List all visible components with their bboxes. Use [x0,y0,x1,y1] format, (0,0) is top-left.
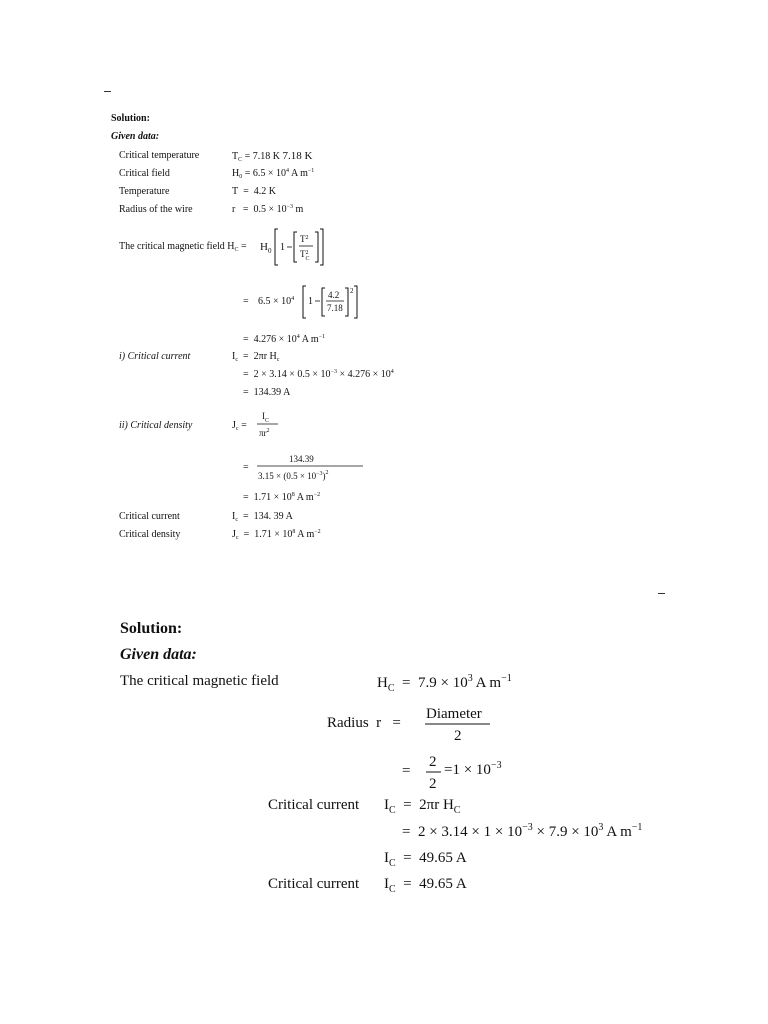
label-critical-temperature: Critical temperature [119,150,200,161]
summary-label-current: Critical current [119,511,180,522]
svg-text:T2: $T^2$ [300,234,309,244]
value-critical-temperature: $T_C = 7.18$ K 7.18 K [232,150,313,163]
summary-value-current: $I_c = 134$. 39 A [232,511,293,523]
formula-hc-substitution [256,283,366,321]
jc-value: = $1.71 \times 10^8$ A $m^{-2}$ [243,492,321,503]
svg-text:3.15 × (0.5 × 10−3)2: $3.15 \times (0.5 \times 10^{-3})^2$ [258,470,329,481]
radius-value-fraction [425,748,445,792]
label-radius-2: Radius r = [327,715,401,731]
formula-hc-general [258,226,328,268]
svg-text:6.5 × 104: $6.5 \times 10^4$ [258,296,295,307]
svg-text:Diameter: Diameter [426,706,482,722]
value-critical-field: $H_0 = 6.5 \times 10^4$ A $m^{-1}$ [232,168,315,180]
label-critical-current-final: Critical current [268,876,360,892]
radius-value: $=1 \times 10^{-3}$ [444,760,502,778]
svg-text:7.18: 7.18 [327,303,343,313]
label-temperature: Temperature [119,186,170,197]
ic-formula-2: $I_C = 2\pi r$ $H_C$ [384,797,461,816]
value-temperature: T = 4.2 K [232,186,276,197]
value-critical-magnetic-field: $H_C = 7.9 \times 10^3$ A $m^{-1}$ [377,673,512,694]
given-data-heading-2: Given data: [120,646,197,663]
label-critical-current-2: Critical current [268,797,360,813]
svg-text:2: 2 [350,287,354,295]
jc-formula-fraction [256,408,286,440]
ic-formula: $I_c = 2\pi r$ $H_c$ [232,351,280,363]
label-critical-field: Critical field [119,168,170,179]
value-radius: r = $0.5 \times 10^{-3}$ m [232,204,304,215]
stray-mark-top [104,91,111,92]
ic-value-2: $I_C = 49.65$ A [384,850,467,869]
label-radius: Radius of the wire [119,204,193,215]
summary-value-density: $J_c = 1.71 \times 10^8$ A $m^{-2}$ [232,529,321,541]
jc-substitution-fraction [256,450,371,484]
eq-jc-substitution: = [243,462,249,473]
radius-fraction [424,700,494,744]
ic-substitution-2: = $2 \times 3.14 \times 1 \times 10^{-3} \times 7.9 \times 10^3$ A $m^{-1}$ [402,822,643,840]
svg-text:1: 1 [308,296,313,307]
critical-density-heading: ii) Critical density [119,420,193,431]
svg-text:IC: $I_C$ [262,411,270,424]
formula-label-hc: The critical magnetic field $H_C$ = [119,241,247,253]
solution-heading-2: Solution: [120,620,183,637]
critical-current-heading: i) Critical current [119,351,191,362]
stray-mark-middle [658,593,665,594]
jc-symbol: $J_c$ = [232,420,247,432]
svg-text:T2C: $T^2$ C [300,249,310,262]
ic-substitution: = $2 \times 3.14 \times 0.5 \times 10^{-3} \times 4.276 \times 10^4$ [243,369,394,380]
svg-text:H0: $H_0$ [260,241,272,255]
svg-text:2: 2 [454,728,462,744]
svg-text:2: 2 [429,776,437,792]
given-data-heading-1: Given data: [111,131,160,142]
svg-text:1: 1 [280,242,285,253]
hc-result: = $4.276 \times 10^4$ A $m^{-1}$ [243,334,326,345]
ic-value: = 134.39 A [243,387,291,398]
solution-heading-1: Solution: [111,113,150,124]
summary-label-density: Critical density [119,529,181,540]
svg-text:πr2: $\pi r^2$ [259,428,270,438]
eq-radius-value: = [402,763,411,779]
svg-text:134.39: 134.39 [289,454,314,464]
label-critical-magnetic-field: The critical magnetic field [120,673,279,689]
svg-text:4.2: 4.2 [328,290,340,300]
svg-text:2: 2 [429,754,437,770]
ic-value-final: $I_C = 49.65$ A [384,876,467,895]
eq-hc-substitution: = [243,296,249,307]
